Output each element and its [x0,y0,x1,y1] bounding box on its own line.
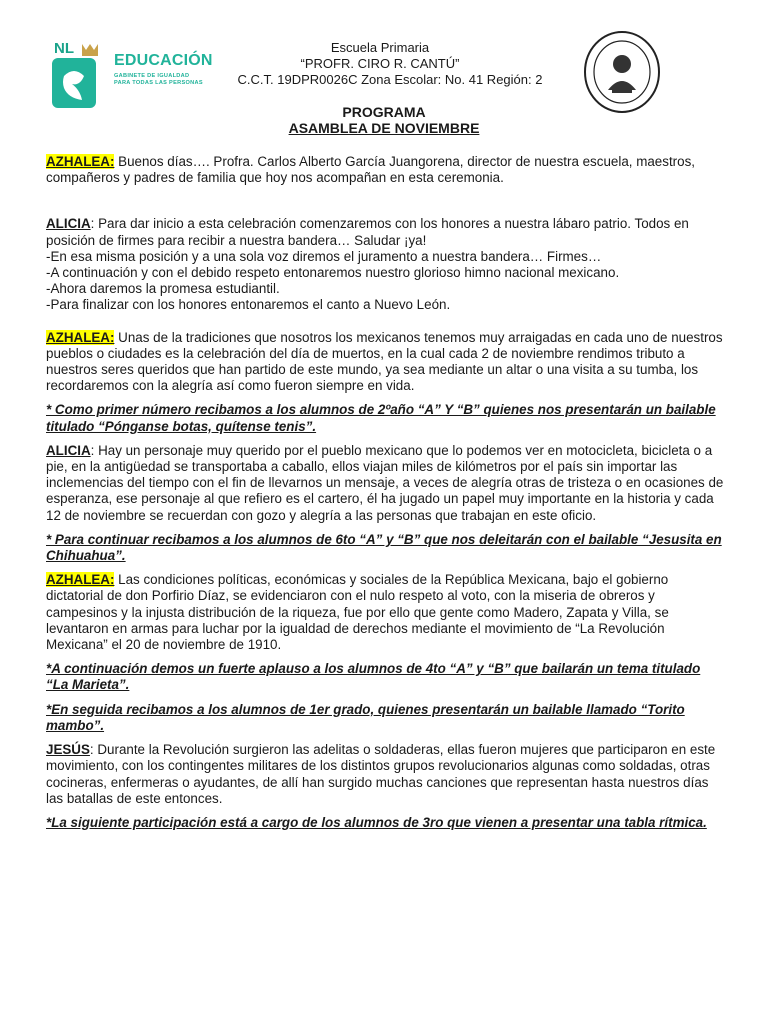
honors-line-1: -En esa misma posición y a una sola voz diremos el juramento a nuestra bandera… Firmes… [46,248,602,264]
honors-line-4: -Para finalizar con los honores entonaremos el canto a Nuevo León. [46,297,451,313]
paragraph-text: Las condiciones políticas, económicas y sociales de la República Mexicana, bajo el gobierno dictatorial de don Porfirio Díaz, se evidenciaron con el nulo respeto al voto, con la miseria de obreros y campesinos y la injusta distribución de la riqueza, fue por ello que gente como Madero, Zapata y Villa, se levantaron en armas para luchar por la igualdad de derechos mediante el movimiento de “La Revolución Mexicana” el 20 de noviembre de 1910. [46,572,669,653]
speaker-label: ALICIA [46,442,91,458]
paragraph-alicia-2 [46,443,726,524]
paragraph-azhalea-2 [46,330,726,395]
paragraph-azhalea-1 [46,154,726,186]
paragraph-alicia-1 [46,216,726,313]
speaker-label: JESÚS [46,742,90,758]
logo-subtitle-line-2: PARA TODAS LAS PERSONAS [114,80,203,86]
program-note-2: * Para continuar recibamos a los alumnos de 6to “A” y “B” que nos deleitarán con el bailable “Jesusita en Chihuahua”. [46,531,722,564]
school-seal-icon [582,30,662,114]
nl-educacion-logo [50,38,220,114]
paragraph-text: : Durante la Revolución surgieron las adelitas o soldaderas, ellas fueron mujeres que participaron en este movimiento, con los contingentes militares de los distintos grupos revolucionarios algunas como soldadas, otras cocineras, enfermeras o ayudantes, de allí han surgido muchas canciones que representan hasta nuestros días las batallas de este entonces. [46,742,716,806]
speaker-label: AZHALEA: [46,154,115,169]
school-info [200,40,560,88]
paragraph-text: Buenos días…. Profra. Carlos Alberto García Juangorena, director de nuestra escuela, maestros, compañeros y padres de familia que hoy nos acompañan en esta ceremonia. [46,154,695,186]
honors-line-3: -Ahora daremos la promesa estudiantil. [46,281,280,297]
program-note-4: *En seguida recibamos a los alumnos de 1er grado, quienes presentarán un bailable llamado “Torito mambo”. [46,701,685,733]
nl-label: NL [54,40,74,57]
school-name: “PROFR. CIRO R. CANTÚ” [300,56,460,71]
paragraph-text: : Hay un personaje muy querido por el pueblo mexicano que lo podemos ver en motocicleta, bicicleta o a pie, en la antigüedad se transportaba a caballo, ellos viajan miles de kilómetros por el país sin importar las inclemencias del tiempo con el fin de llevarnos un mensaje, a veces de alegría otras de tristeza o en ocasiones de esperanza, ese personaje al que refiero es el cartero, él ha jugado un papel muy importante en la historia y cada 12 de noviembre se recuerdan con gozo y alegría a las personas que trabajan en este oficio. [46,442,724,523]
paragraph-text: Unas de la tradiciones que nosotros los mexicanos tenemos muy arraigadas en cada uno de nuestros pueblos o ciudades es la celebración del día de muertos, en la cual cada 2 de noviembre rendimos tributo a nuestros seres queridos que han partido de este mundo, ya sea mediante un altar o una visita a su tumba, los recordaremos con la alegría así como fueron siempre en vida. [46,329,723,394]
paragraph-jesus-1 [46,742,726,807]
educacion-label: EDUCACIÓN [114,52,213,69]
paragraph-text: : Para dar inicio a esta celebración comenzaremos con los honores a nuestra lábaro patrio. Todos en posición de firmes para recibir a nuestra bandera… Saludar ¡ya! [46,216,689,248]
title-asamblea: ASAMBLEA DE NOVIEMBRE [288,120,480,136]
school-cct: C.C.T. 19DPR0026C Zona Escolar: No. 41 Región: 2 [237,72,543,87]
title-programa: PROGRAMA [342,104,426,120]
speaker-label: AZHALEA: [46,329,115,345]
speaker-label: AZHALEA: [46,572,115,588]
logo-subtitle-line-1: GABINETE DE IGUALDAD [114,73,190,79]
honors-line-2: -A continuación y con el debido respeto entonaremos nuestro glorioso himno nacional mexicano. [46,265,620,281]
speaker-label: ALICIA [46,216,91,232]
program-note-5: *La siguiente participación está a cargo de los alumnos de 3ro que vienen a presentar una tabla rítmica. [46,814,707,830]
program-content [46,154,726,831]
school-type: Escuela Primaria [330,40,430,55]
paragraph-azhalea-3 [46,572,726,653]
program-title [0,104,768,136]
program-note-1: * Como primer número recibamos a los alumnos de 2ºaño “A” Y “B” quienes nos presentarán un bailable titulado “Pónganse botas, quítense tenis”. [46,402,716,434]
program-note-3: *A continuación demos un fuerte aplauso a los alumnos de 4to “A” y “B” que bailarán un tema titulado “La Marieta”. [46,661,701,693]
